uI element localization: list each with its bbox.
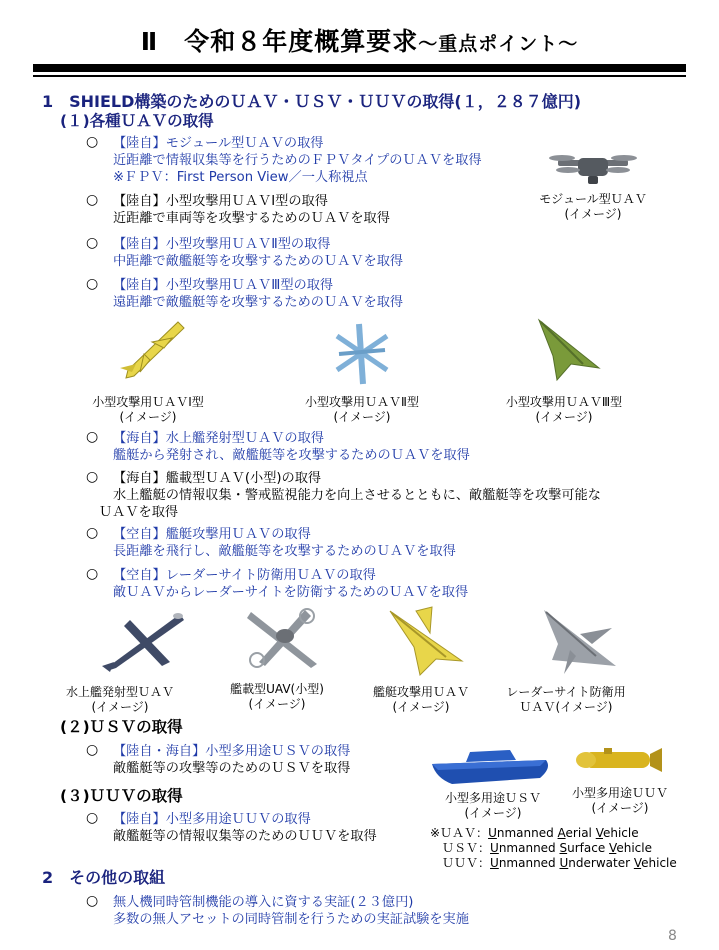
title-rule-thick — [33, 64, 686, 72]
section1-heading: 1 SHIELD構築のためのＵＡＶ・ＵＳＶ・ＵＵＶの取得(１，２８７億円) — [42, 92, 582, 111]
caption-line: 艦艇攻撃用ＵＡＶ — [372, 685, 469, 699]
item-radar-title: 【空自】レーダーサイト防衛用ＵＡＶの取得 — [113, 568, 376, 583]
note-word: ehicle — [602, 826, 639, 840]
page-number: 8 — [668, 928, 677, 944]
item-bullet: ○ — [86, 742, 99, 758]
item-modular-title: 【陸自】モジュール型ＵＡＶの取得 — [113, 136, 324, 151]
type1-uav-caption — [83, 395, 213, 425]
item-usv-desc: 敵艦艇等の攻撃等のためのＵＳＶを取得 — [113, 761, 351, 776]
note-initial: V — [633, 856, 642, 870]
antiship-uav-image — [386, 603, 466, 677]
ship-launched-uav-image — [100, 606, 186, 678]
item-uuv-title: 【陸自】小型多用途ＵＵＶの取得 — [113, 812, 311, 827]
item-shipborne-desc: 水上艦艇の情報収集・警戒監視能力を向上させるとともに、敵艦艇等を攻撃可能な — [113, 488, 601, 503]
item-modular-note: ※ＦＰＶ：First Person View／一人称視点 — [113, 170, 368, 185]
item-ship-launched-desc: 艦艇から発射され、敵艦艇等を攻撃するためのＵＡＶを取得 — [113, 448, 470, 463]
item-usv-title: 【陸自・海自】小型多用途ＵＳＶの取得 — [113, 744, 351, 759]
note-word: nderwater — [568, 856, 634, 870]
caption-line: 小型多用途ＵＳＶ — [444, 791, 541, 805]
type1-uav-image — [118, 318, 188, 384]
caption-line: (イメージ) — [119, 410, 177, 424]
note-word: ehicle — [616, 841, 652, 855]
usv-caption — [438, 791, 548, 821]
caption-line: (イメージ) — [564, 207, 622, 221]
item-type3-desc: 遠距離で敵艦艇等を攻撃するためのＵＡＶを取得 — [113, 295, 404, 310]
note-initial: S — [559, 841, 568, 855]
subsection2-heading: (２)ＵＳＶの取得 — [60, 718, 183, 736]
title-rule-thin — [33, 75, 686, 77]
item-bullet: ○ — [86, 235, 99, 251]
item-uuv-desc: 敵艦艇等の情報収集等のためのＵＵＶを取得 — [113, 829, 377, 844]
section2-heading: 2 その他の取組 — [42, 868, 166, 887]
caption-line: 艦載型UAV(小型) — [230, 682, 324, 696]
note-initial: A — [557, 826, 566, 840]
page-title-sub: ～重点ポイント～ — [418, 33, 579, 55]
note-prefix: ＵＵＶ： — [442, 856, 491, 870]
caption-line: レーダーサイト防衛用 — [506, 685, 626, 699]
caption-line: (イメージ) — [333, 410, 391, 424]
uuv-caption — [568, 786, 672, 816]
caption-line: モジュール型ＵＡＶ — [539, 192, 647, 206]
note-initial: V — [595, 826, 603, 840]
item-verification-title: 無人機同時管制機能の導入に資する実証(２３億円) — [113, 895, 414, 910]
item-antiship-title: 【空自】艦艇攻撃用ＵＡＶの取得 — [113, 527, 311, 542]
caption-line: 小型攻撃用ＵＡＶⅢ型 — [505, 395, 623, 409]
note-prefix: ＵＳＶ： — [442, 841, 491, 855]
item-bullet: ○ — [86, 810, 99, 826]
item-bullet: ○ — [86, 429, 99, 445]
item-bullet: ○ — [86, 566, 99, 582]
item-type2-title: 【陸自】小型攻撃用ＵＡＶⅡ型の取得 — [113, 237, 331, 252]
note-word: urface — [567, 841, 610, 855]
subsection1-heading: (１)各種ＵＡＶの取得 — [60, 112, 214, 130]
shipborne-uav-caption — [222, 682, 332, 712]
type2-uav-caption — [296, 395, 428, 425]
note-prefix: ※ＵＡＶ： — [430, 826, 489, 840]
note-initial: U — [490, 841, 499, 855]
item-type1-desc: 近距離で車両等を攻撃するためのＵＡＶを取得 — [113, 211, 390, 226]
item-radar-desc: 敵ＵＡＶからレーダーサイトを防衛するためのＵＡＶを取得 — [113, 585, 469, 600]
caption-line: 水上艦発射型ＵＡＶ — [65, 685, 174, 699]
note-word: nmanned — [496, 826, 558, 840]
item-antiship-desc: 長距離を飛行し、敵艦艇等を攻撃するためのＵＡＶを取得 — [113, 544, 456, 559]
shipborne-uav-image — [245, 606, 327, 676]
note-usv — [442, 841, 652, 856]
item-bullet: ○ — [86, 134, 99, 150]
page-title-main: Ⅱ 令和８年度概算要求 — [140, 27, 419, 56]
note-uav — [430, 826, 639, 841]
caption-line: 小型攻撃用ＵＡＶⅡ型 — [305, 395, 419, 409]
radar-defense-uav-image — [540, 604, 620, 676]
caption-line: 小型多用途ＵＵＶ — [571, 786, 668, 800]
note-initial: U — [490, 856, 499, 870]
note-uuv — [442, 856, 677, 871]
item-type1-title: 【陸自】小型攻撃用ＵＡＶⅠ型の取得 — [113, 194, 328, 209]
modular-uav-caption — [536, 192, 650, 222]
antiship-uav-caption — [366, 685, 476, 715]
item-bullet: ○ — [86, 469, 99, 485]
radar-defense-uav-caption — [501, 685, 631, 715]
caption-line: (イメージ) — [91, 700, 149, 714]
item-bullet: ○ — [86, 276, 99, 292]
type3-uav-caption — [498, 395, 630, 425]
caption-line: ＵＡＶ(イメージ) — [519, 700, 613, 714]
uuv-image — [574, 744, 666, 774]
item-type2-desc: 中距離で敵艦艇等を攻撃するためのＵＡＶを取得 — [113, 254, 404, 269]
caption-line: (イメージ) — [392, 700, 450, 714]
page-title — [0, 22, 719, 58]
item-bullet: ○ — [86, 192, 99, 208]
item-ship-launched-title: 【海自】水上艦発射型ＵＡＶの取得 — [113, 431, 324, 446]
caption-line: 小型攻撃用ＵＡＶⅠ型 — [92, 395, 204, 409]
item-bullet: ○ — [86, 893, 99, 909]
item-shipborne-desc-cont: ＵＡＶを取得 — [99, 505, 179, 520]
item-modular-desc: 近距離で情報収集等を行うためのＦＰＶタイプのＵＡＶを取得 — [113, 153, 482, 168]
note-word: erial — [565, 826, 596, 840]
caption-line: (イメージ) — [535, 410, 593, 424]
item-type3-title: 【陸自】小型攻撃用ＵＡＶⅢ型の取得 — [113, 278, 334, 293]
item-verification-desc: 多数の無人アセットの同時管制を行うための実証試験を実施 — [113, 912, 469, 927]
note-word: nmanned — [498, 841, 560, 855]
ship-launched-uav-caption — [65, 685, 175, 715]
caption-line: (イメージ) — [464, 806, 522, 820]
subsection3-heading: (３)ＵＵＶの取得 — [60, 787, 183, 805]
item-shipborne-title: 【海自】艦載型ＵＡＶ(小型)の取得 — [113, 471, 322, 486]
modular-uav-image — [548, 148, 638, 190]
note-word: nmanned — [498, 856, 560, 870]
caption-line: (イメージ) — [248, 697, 306, 711]
usv-boat-image — [430, 742, 552, 788]
note-initial: U — [488, 826, 497, 840]
type2-uav-image — [333, 322, 391, 386]
item-bullet: ○ — [86, 525, 99, 541]
type3-uav-image — [533, 316, 601, 382]
note-initial: U — [559, 856, 569, 870]
note-initial: V — [609, 841, 617, 855]
caption-line: (イメージ) — [591, 801, 649, 815]
note-word: ehicle — [641, 856, 677, 870]
